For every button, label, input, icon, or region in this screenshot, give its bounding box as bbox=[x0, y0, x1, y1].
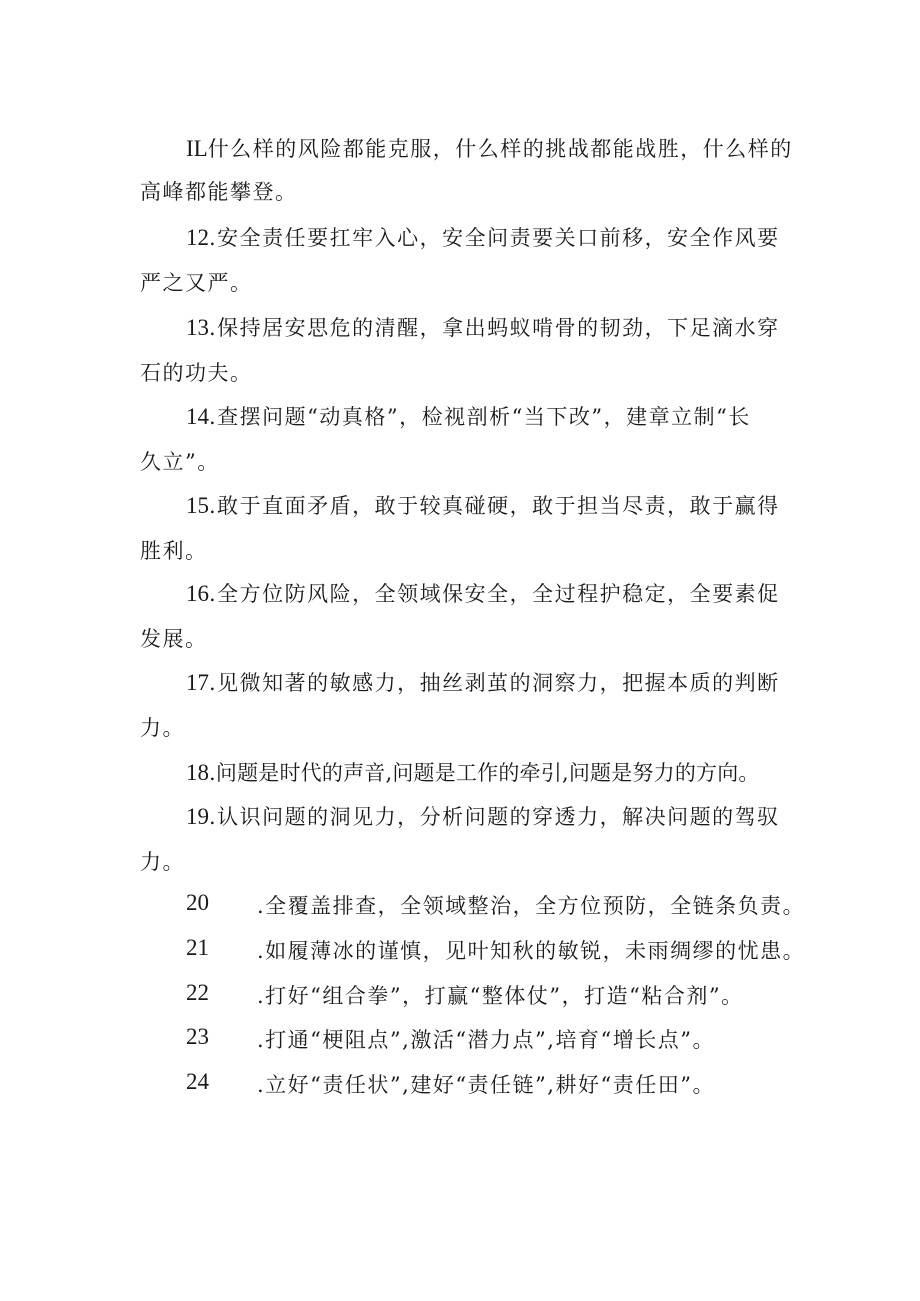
item-text-line2: 高峰都能攀登。 bbox=[140, 180, 298, 204]
item-number: 22 bbox=[186, 980, 209, 1005]
item-text-line1: .保持居安思危的清醒，拿出蚂蚁啃骨的韧劲，下足滴水穿 bbox=[209, 316, 780, 340]
item-text-line1: .敢于直面矛盾，敢于较真碰硬，敢于担当尽责，敢于赢得 bbox=[209, 494, 780, 518]
item-text: .全覆盖排查，全领域整治，全方位预防，全链条负责。 bbox=[257, 894, 806, 918]
item-text-line2: 发展。 bbox=[140, 627, 208, 651]
item-text-line1: .问题是时代的声音,问题是工作的牵引,问题是努力的方向。 bbox=[209, 761, 760, 785]
item-text-line1: .安全责任要扛牢入心，安全问责要关口前移，安全作风要 bbox=[209, 226, 780, 250]
item-number: 12 bbox=[186, 225, 209, 250]
item-number: 17 bbox=[186, 670, 209, 695]
item-text-line2: 力。 bbox=[140, 716, 185, 740]
item-text-line2: 力。 bbox=[140, 850, 185, 874]
item-text: .打通“梗阻点”,激活“潜力点”,培育“增长点”。 bbox=[257, 1028, 715, 1052]
item-number: 24 bbox=[186, 1069, 209, 1094]
item-text-line2: 严之又严。 bbox=[140, 271, 253, 295]
item-text-line2: 久立”。 bbox=[140, 450, 220, 474]
item-text: .如履薄冰的谨慎，见叶知秋的敏锐，未雨绸缪的忧患。 bbox=[257, 939, 806, 963]
item-number: 14 bbox=[186, 404, 209, 429]
item-number: 18 bbox=[186, 760, 209, 785]
item-text-line1: 什么样的风险都能克服，什么样的挑战都能战胜，什么样的 bbox=[207, 137, 793, 161]
item-text-line2: 胜利。 bbox=[140, 539, 208, 563]
item-text-line1: .见微知著的敏感力，抽丝剥茧的洞察力，把握本质的判断 bbox=[209, 671, 780, 695]
item-number: 19 bbox=[186, 804, 209, 829]
item-number: IL bbox=[186, 136, 208, 161]
item-number: 20 bbox=[186, 890, 209, 915]
item-text-line1: .认识问题的洞见力，分析问题的穿透力，解决问题的驾驭 bbox=[209, 805, 780, 829]
item-text: .打好“组合拳”，打赢“整体仗”，打造“粘合剂”。 bbox=[257, 984, 744, 1008]
item-number: 16 bbox=[186, 581, 209, 606]
item-text-line1: .全方位防风险，全领域保安全，全过程护稳定，全要素促 bbox=[209, 582, 780, 606]
item-number: 21 bbox=[186, 935, 209, 960]
item-text-line2: 石的功夫。 bbox=[140, 361, 253, 385]
item-number: 13 bbox=[186, 315, 209, 340]
item-text-line1: .查摆问题“动真格”，检视剖析“当下改”，建章立制“长 bbox=[209, 405, 751, 429]
item-number: 23 bbox=[186, 1024, 209, 1049]
item-text: .立好“责任状”,建好“责任链”,耕好“责任田”。 bbox=[257, 1073, 715, 1097]
item-number: 15 bbox=[186, 493, 209, 518]
